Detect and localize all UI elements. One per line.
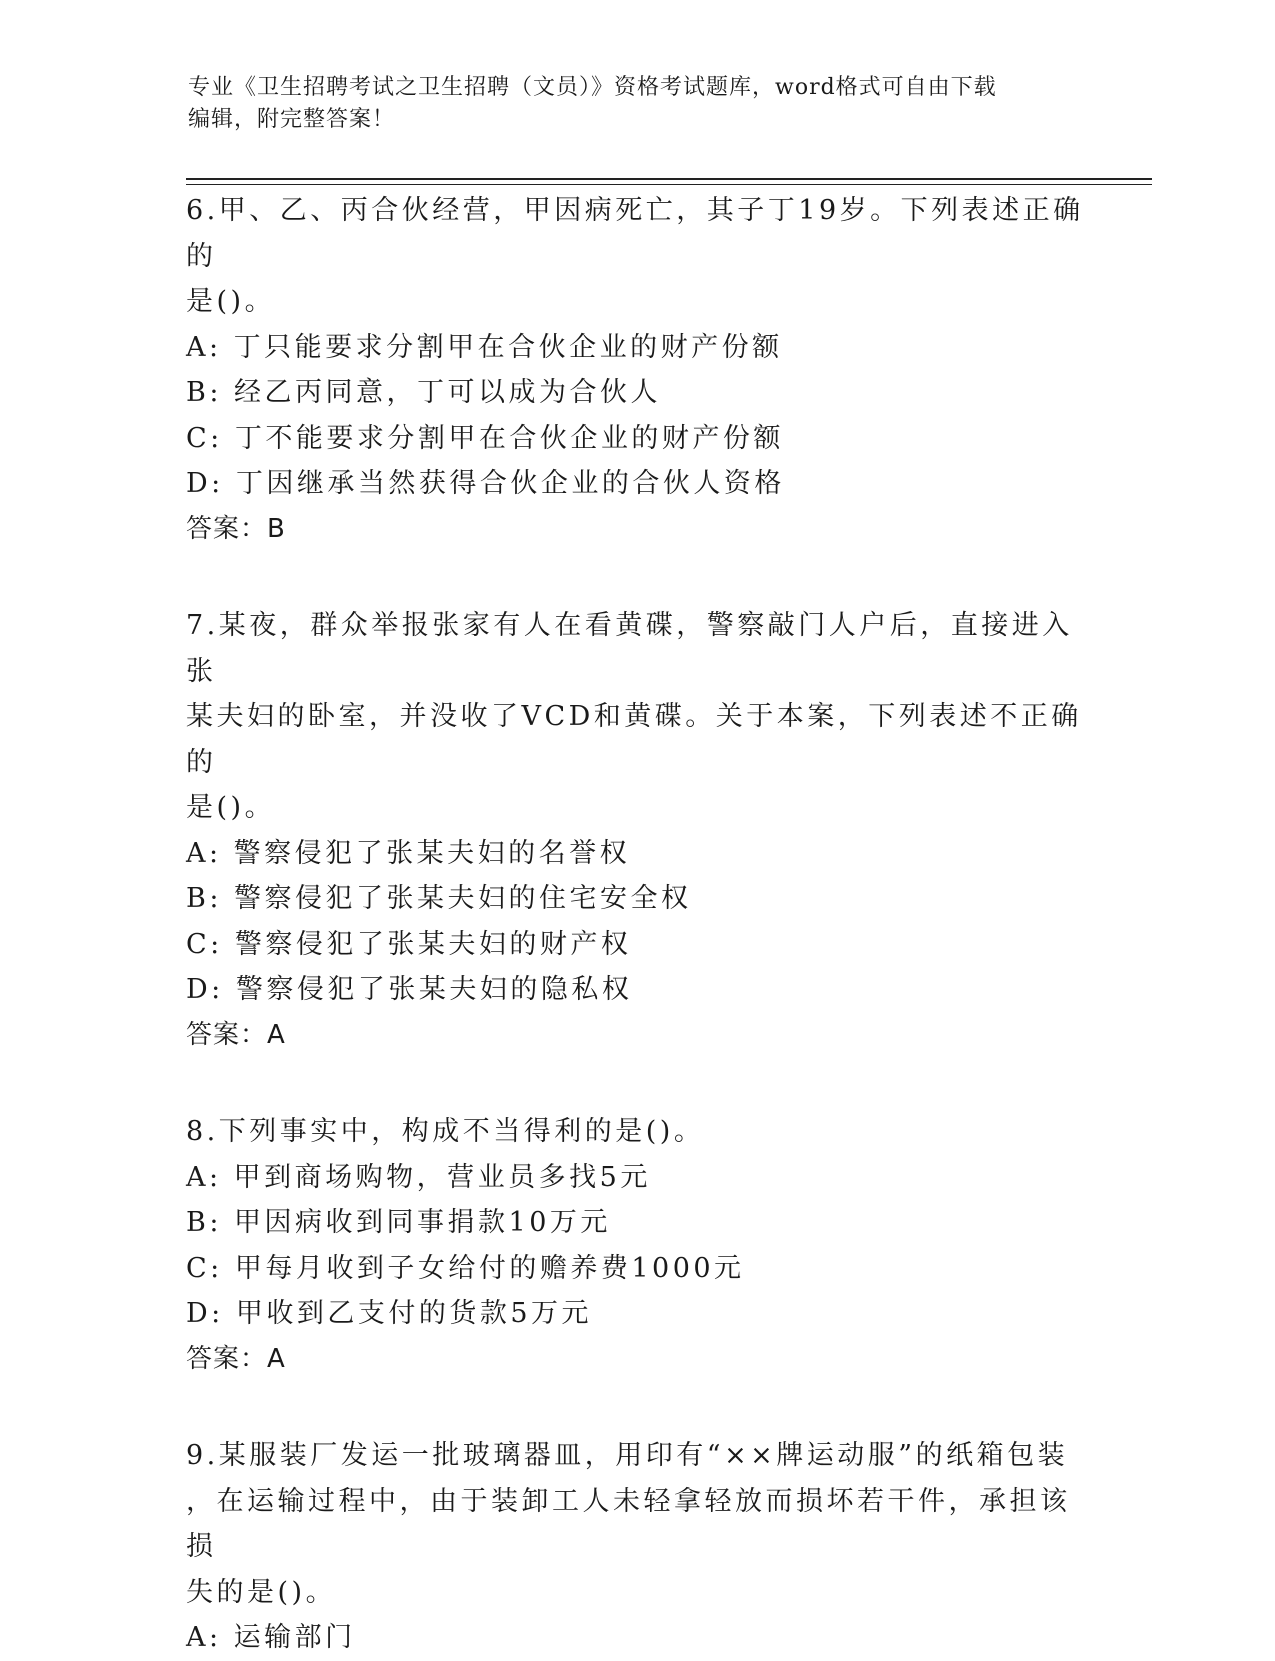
question-stem-line: 7.某夜，群众举报张家有人在看黄碟，警察敲门人户后，直接进入张 [186, 610, 1073, 687]
question-9 [186, 1433, 1086, 1661]
option-a: A: 丁只能要求分割甲在合伙企业的财产份额 [186, 331, 783, 363]
question-stem-line: 是()。 [186, 792, 276, 823]
answer-line: 答案：A [186, 1343, 286, 1374]
question-8 [186, 1109, 1086, 1382]
option-c: C: 警察侵犯了张某夫妇的财产权 [186, 928, 632, 960]
question-stem-line: 失的是()。 [186, 1576, 337, 1608]
header-line-2: 编辑，附完整答案！ [188, 107, 396, 132]
option-a: A: 甲到商场购物，营业员多找5元 [186, 1161, 651, 1193]
option-a: A: 运输部门 [186, 1622, 356, 1653]
question-stem-line: 某夫妇的卧室，并没收了VCD和黄碟。关于本案，下列表述不正确的 [186, 701, 1082, 778]
option-c: C: 丁不能要求分割甲在合伙企业的财产份额 [186, 422, 784, 454]
question-stem-line: 6.甲、乙、丙合伙经营，甲因病死亡，其子丁19岁。下列表述正确的 [186, 195, 1084, 272]
option-c: C: 甲每月收到子女给付的赡养费1000元 [186, 1252, 745, 1284]
question-6 [186, 188, 1086, 552]
document-header [188, 72, 1068, 136]
question-7 [186, 603, 1086, 1058]
option-a: A: 警察侵犯了张某夫妇的名誉权 [186, 837, 631, 869]
answer-line: 答案：A [186, 1019, 286, 1050]
option-b: B: 甲因病收到同事捐款10万元 [186, 1207, 611, 1238]
question-list [186, 188, 1086, 1661]
header-rule-thin [186, 184, 1152, 185]
option-d: D: 甲收到乙支付的货款5万元 [186, 1298, 593, 1329]
option-d: D: 丁因继承当然获得合伙企业的合伙人资格 [186, 468, 785, 499]
question-stem-line: ，在运输过程中，由于装卸工人未轻拿轻放而损坏若干件，承担该损 [186, 1485, 1071, 1562]
option-b: B: 经乙丙同意，丁可以成为合伙人 [186, 377, 662, 408]
option-b: B: 警察侵犯了张某夫妇的住宅安全权 [186, 883, 692, 914]
option-d: D: 警察侵犯了张某夫妇的隐私权 [186, 974, 633, 1005]
header-rule-thick [186, 178, 1152, 180]
question-stem-line: 9.某服装厂发运一批玻璃器皿，用印有“××牌运动服”的纸箱包装 [186, 1440, 1069, 1471]
answer-line: 答案：B [186, 513, 286, 544]
header-line-1: 专业《卫生招聘考试之卫生招聘（文员）》资格考试题库，word格式可自由下载 [188, 75, 997, 100]
question-stem-line: 是()。 [186, 286, 276, 317]
question-stem-line: 8.下列事实中，构成不当得利的是()。 [186, 1116, 705, 1147]
